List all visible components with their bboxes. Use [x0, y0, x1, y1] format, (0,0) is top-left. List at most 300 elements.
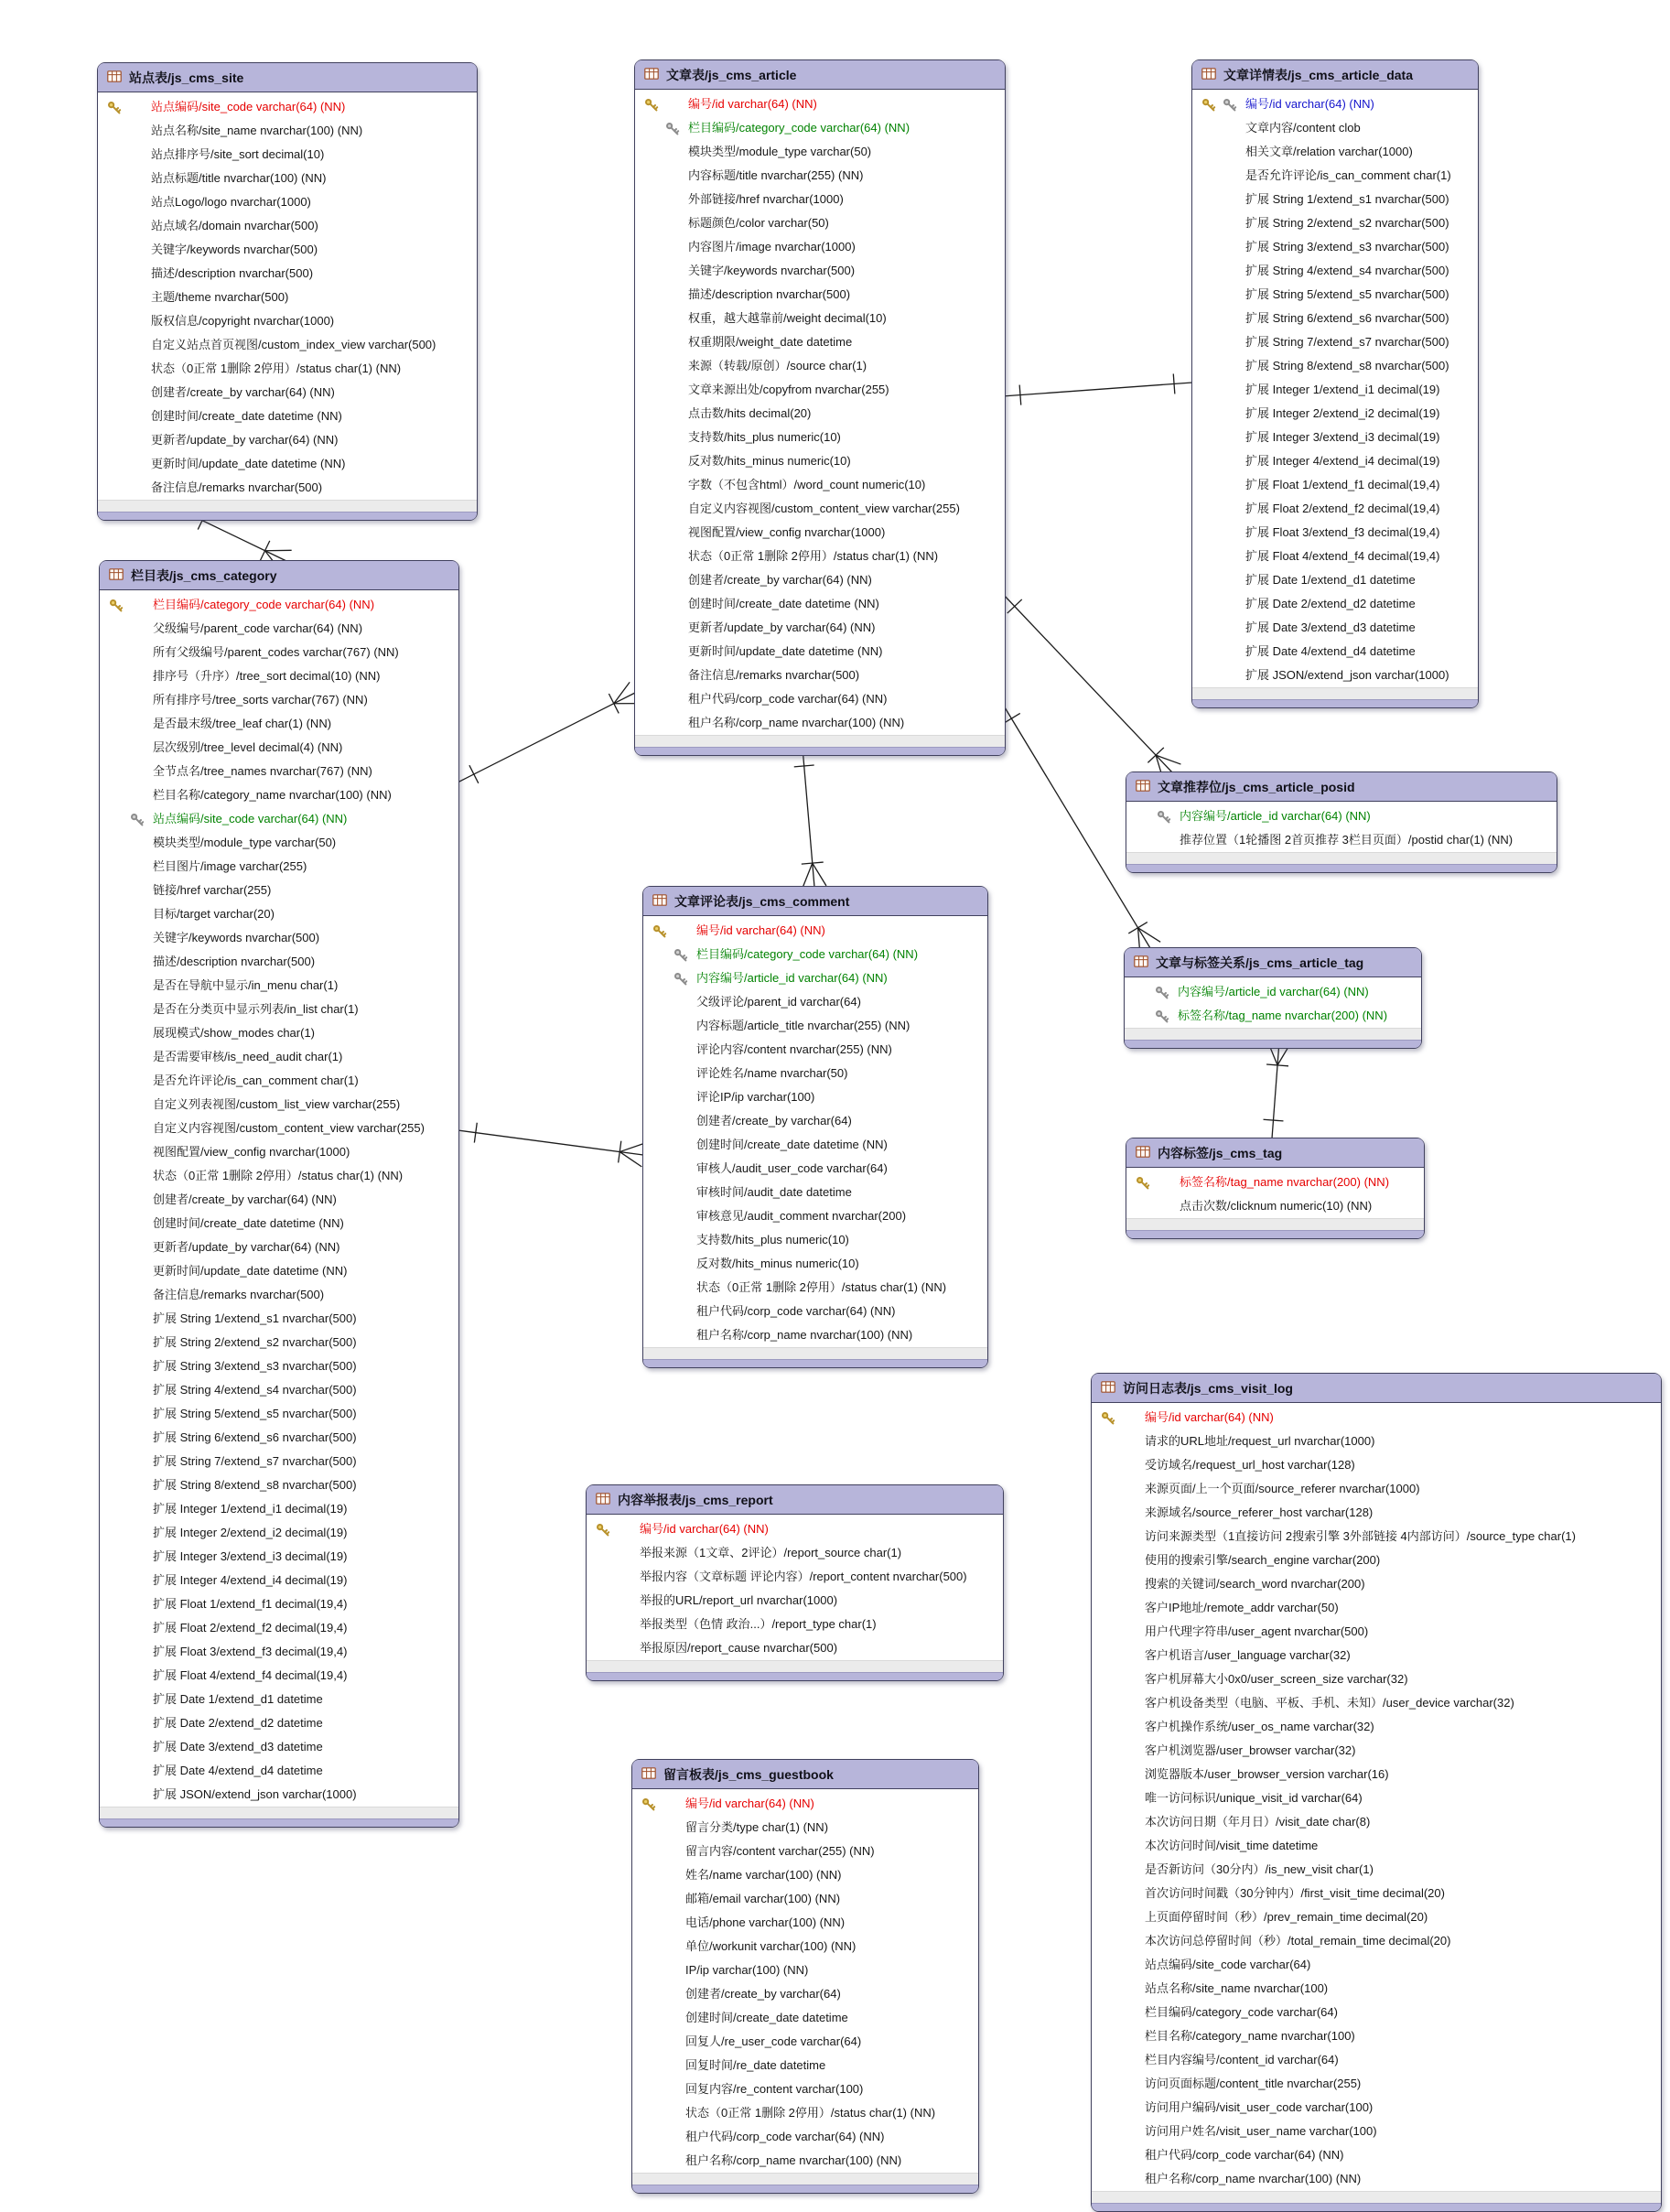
- field-row[interactable]: [98, 476, 477, 500]
- field-row[interactable]: [1126, 828, 1557, 852]
- field-row[interactable]: [635, 140, 1005, 164]
- table-header-js_cms_category[interactable]: [100, 561, 458, 590]
- field-row[interactable]: [643, 1133, 987, 1157]
- field-text: 支持数/hits_plus numeric(10): [696, 1233, 849, 1246]
- field-row[interactable]: [98, 238, 477, 262]
- field-row[interactable]: [1192, 259, 1478, 283]
- field-row[interactable]: [1192, 307, 1478, 330]
- field-text: 扩展 String 6/extend_s6 nvarchar(500): [1245, 311, 1449, 325]
- field-row[interactable]: [1092, 1572, 1661, 1596]
- field-text: 创建者/create_by varchar(64) (NN): [151, 385, 335, 399]
- field-row[interactable]: [1192, 164, 1478, 188]
- primary-key-icon: [641, 1797, 656, 1811]
- table-header-js_cms_guestbook[interactable]: [632, 1760, 978, 1789]
- field-row[interactable]: [100, 1283, 458, 1307]
- field-text: 栏目编码/category_code varchar(64) (NN): [696, 947, 918, 961]
- field-row[interactable]: [632, 1840, 978, 1863]
- field-row[interactable]: [632, 1982, 978, 2006]
- field-text: 扩展 Float 2/extend_f2 decimal(19,4): [1245, 502, 1439, 515]
- field-row[interactable]: [1092, 1667, 1661, 1691]
- foreign-key-icon: [1155, 985, 1169, 999]
- field-text: 内容图片/image nvarchar(1000): [688, 240, 856, 254]
- field-row[interactable]: [635, 687, 1005, 711]
- field-row[interactable]: [1192, 235, 1478, 259]
- field-row[interactable]: [1192, 592, 1478, 616]
- table-header-js_cms_visit_log[interactable]: [1092, 1374, 1661, 1403]
- field-row[interactable]: [98, 262, 477, 286]
- table-title: 留言板表/js_cms_guestbook: [663, 1765, 834, 1784]
- field-row[interactable]: [100, 1378, 458, 1402]
- field-text: 关键字/keywords nvarchar(500): [151, 243, 318, 256]
- field-text: 租户名称/corp_name nvarchar(100) (NN): [1145, 2172, 1361, 2185]
- field-row[interactable]: [1192, 545, 1478, 568]
- table-footer: [1092, 2191, 1661, 2203]
- field-row[interactable]: [632, 2077, 978, 2101]
- field-row[interactable]: [1092, 1620, 1661, 1644]
- field-row[interactable]: [635, 711, 1005, 735]
- primary-key-icon: [109, 598, 124, 612]
- field-row[interactable]: [635, 283, 1005, 307]
- field-row[interactable]: [643, 1038, 987, 1062]
- field-row[interactable]: [1192, 568, 1478, 592]
- field-text: 扩展 String 2/extend_s2 nvarchar(500): [1245, 216, 1449, 230]
- field-row[interactable]: [1092, 2048, 1661, 2072]
- field-row[interactable]: [643, 1085, 987, 1109]
- field-text: 模块类型/module_type varchar(50): [688, 145, 871, 158]
- field-row[interactable]: [1126, 1194, 1424, 1218]
- field-row[interactable]: [98, 428, 477, 452]
- field-row[interactable]: [587, 1636, 1003, 1660]
- field-row[interactable]: [635, 92, 1005, 116]
- field-row[interactable]: [1092, 1644, 1661, 1667]
- field-row[interactable]: [1092, 1953, 1661, 1977]
- field-text: 扩展 Float 1/extend_f1 decimal(19,4): [1245, 478, 1439, 491]
- field-row[interactable]: [98, 405, 477, 428]
- field-row[interactable]: [632, 2125, 978, 2149]
- field-row[interactable]: [98, 95, 477, 119]
- table-js_cms_article[interactable]: [634, 59, 1006, 756]
- field-text: 唯一访问标识/unique_visit_id varchar(64): [1145, 1791, 1363, 1805]
- field-row[interactable]: [100, 688, 458, 712]
- field-text: 层次级别/tree_level decimal(4) (NN): [153, 740, 342, 754]
- field-row[interactable]: [100, 974, 458, 998]
- field-row[interactable]: [100, 1688, 458, 1711]
- table-footer: [632, 2173, 978, 2185]
- field-row[interactable]: [1092, 1929, 1661, 1953]
- field-row[interactable]: [100, 1021, 458, 1045]
- field-row[interactable]: [100, 1045, 458, 1069]
- field-text: 备注信息/remarks nvarchar(500): [151, 480, 322, 494]
- field-row[interactable]: [635, 378, 1005, 402]
- field-row[interactable]: [1092, 2024, 1661, 2048]
- foreign-key-icon: [1155, 1009, 1169, 1023]
- table-js_cms_article_data[interactable]: [1191, 59, 1479, 708]
- field-row[interactable]: [643, 1228, 987, 1252]
- field-row[interactable]: [1092, 1430, 1661, 1453]
- primary-key-icon: [1136, 1175, 1150, 1190]
- field-row[interactable]: [635, 211, 1005, 235]
- relation-line-js_cms_category-js_cms_comment: [458, 1130, 643, 1155]
- field-row[interactable]: [1192, 354, 1478, 378]
- field-row[interactable]: [100, 760, 458, 783]
- field-row[interactable]: [100, 1521, 458, 1545]
- field-row[interactable]: [632, 2054, 978, 2077]
- field-row[interactable]: [1092, 1739, 1661, 1763]
- field-text: 扩展 Date 3/extend_d3 datetime: [1245, 620, 1416, 634]
- foreign-key-icon: [673, 947, 688, 962]
- table-header-js_cms_article_data[interactable]: [1192, 60, 1478, 90]
- field-text: 内容标题/title nvarchar(255) (NN): [688, 168, 863, 182]
- field-row[interactable]: [643, 990, 987, 1014]
- field-row[interactable]: [1192, 283, 1478, 307]
- field-row[interactable]: [632, 2149, 978, 2173]
- field-row[interactable]: [632, 1792, 978, 1816]
- field-row[interactable]: [643, 1323, 987, 1347]
- table-title: 站点表/js_cms_site: [129, 69, 243, 87]
- field-row[interactable]: [100, 593, 458, 617]
- field-list: [632, 1789, 978, 2173]
- table-js_cms_tag[interactable]: [1126, 1138, 1425, 1239]
- field-row[interactable]: [643, 966, 987, 990]
- field-row[interactable]: [100, 1759, 458, 1783]
- field-row[interactable]: [100, 1664, 458, 1688]
- cardinality-one-tick: [1173, 373, 1175, 394]
- field-row[interactable]: [635, 664, 1005, 687]
- field-row[interactable]: [635, 426, 1005, 449]
- field-row[interactable]: [643, 1204, 987, 1228]
- field-text: 本次访问日期（年月日）/visit_date char(8): [1145, 1815, 1370, 1829]
- field-row[interactable]: [1092, 1477, 1661, 1501]
- field-row[interactable]: [100, 1402, 458, 1426]
- field-row[interactable]: [587, 1565, 1003, 1589]
- field-list: [643, 916, 987, 1347]
- field-row[interactable]: [1192, 378, 1478, 402]
- field-row[interactable]: [635, 497, 1005, 521]
- field-row[interactable]: [635, 521, 1005, 545]
- field-row[interactable]: [100, 736, 458, 760]
- field-row[interactable]: [100, 1307, 458, 1331]
- table-header-js_cms_site[interactable]: [98, 63, 477, 92]
- field-row[interactable]: [1192, 188, 1478, 211]
- field-row[interactable]: [635, 568, 1005, 592]
- field-row[interactable]: [100, 617, 458, 641]
- field-row[interactable]: [1092, 1501, 1661, 1525]
- field-row[interactable]: [100, 1735, 458, 1759]
- table-header-js_cms_article_tag[interactable]: [1125, 948, 1421, 977]
- field-row[interactable]: [100, 1545, 458, 1569]
- field-row[interactable]: [635, 402, 1005, 426]
- field-row[interactable]: [643, 1062, 987, 1085]
- field-row[interactable]: [1092, 1763, 1661, 1786]
- field-row[interactable]: [100, 712, 458, 736]
- table-icon: [1136, 1146, 1150, 1160]
- field-row[interactable]: [643, 1157, 987, 1181]
- field-row[interactable]: [98, 190, 477, 214]
- field-row[interactable]: [98, 452, 477, 476]
- table-js_cms_guestbook[interactable]: [631, 1759, 979, 2194]
- foreign-key-icon: [673, 971, 688, 986]
- field-row[interactable]: [100, 1235, 458, 1259]
- field-row[interactable]: [100, 1117, 458, 1140]
- field-row[interactable]: [1092, 2120, 1661, 2143]
- field-row[interactable]: [1092, 1834, 1661, 1858]
- field-text: 是否在分类页中显示列表/in_list char(1): [153, 1002, 359, 1016]
- cardinality-one-tick: [1264, 1119, 1284, 1121]
- cardinality-one-tick: [1019, 385, 1021, 405]
- field-row[interactable]: [632, 1816, 978, 1840]
- field-row[interactable]: [1192, 640, 1478, 664]
- field-row[interactable]: [100, 1354, 458, 1378]
- field-row[interactable]: [100, 879, 458, 902]
- field-row[interactable]: [1192, 402, 1478, 426]
- field-row[interactable]: [100, 1140, 458, 1164]
- field-row[interactable]: [100, 664, 458, 688]
- field-row[interactable]: [635, 164, 1005, 188]
- field-text: 站点域名/domain nvarchar(500): [151, 219, 318, 232]
- field-row[interactable]: [635, 116, 1005, 140]
- field-row[interactable]: [587, 1613, 1003, 1636]
- table-bottom-bar: [587, 1672, 1003, 1680]
- field-row[interactable]: [1125, 1004, 1421, 1028]
- field-row[interactable]: [100, 855, 458, 879]
- field-row[interactable]: [632, 1911, 978, 1935]
- field-row[interactable]: [100, 1164, 458, 1188]
- field-text: 租户名称/corp_name nvarchar(100) (NN): [685, 2153, 901, 2167]
- table-js_cms_report[interactable]: [586, 1484, 1004, 1681]
- field-row[interactable]: [1125, 980, 1421, 1004]
- table-header-js_cms_report[interactable]: [587, 1485, 1003, 1515]
- field-row[interactable]: [587, 1517, 1003, 1541]
- field-row[interactable]: [1092, 2143, 1661, 2167]
- table-js_cms_article_posid[interactable]: [1126, 772, 1557, 873]
- field-text: 站点排序号/site_sort decimal(10): [151, 147, 324, 161]
- table-icon: [109, 568, 124, 583]
- field-row[interactable]: [100, 1711, 458, 1735]
- table-js_cms_site[interactable]: [97, 62, 478, 521]
- field-row[interactable]: [635, 640, 1005, 664]
- field-row[interactable]: [100, 1592, 458, 1616]
- field-row[interactable]: [100, 807, 458, 831]
- field-row[interactable]: [1192, 449, 1478, 473]
- field-row[interactable]: [1092, 1691, 1661, 1715]
- field-row[interactable]: [1192, 426, 1478, 449]
- field-row[interactable]: [100, 1450, 458, 1473]
- field-row[interactable]: [635, 235, 1005, 259]
- table-title: 内容标签/js_cms_tag: [1158, 1144, 1282, 1162]
- field-row[interactable]: [1126, 804, 1557, 828]
- field-row[interactable]: [1192, 140, 1478, 164]
- field-text: 客户机设备类型（电脑、平板、手机、未知）/user_device varchar(32): [1145, 1696, 1514, 1710]
- field-row[interactable]: [1092, 1715, 1661, 1739]
- field-row[interactable]: [632, 1863, 978, 1887]
- field-row[interactable]: [1092, 2072, 1661, 2096]
- field-row[interactable]: [635, 592, 1005, 616]
- field-text: 扩展 Float 4/extend_f4 decimal(19,4): [153, 1668, 347, 1682]
- field-row[interactable]: [98, 333, 477, 357]
- field-row[interactable]: [643, 1276, 987, 1300]
- table-icon: [1134, 955, 1148, 970]
- relation-line-js_cms_category-js_cms_article: [458, 693, 635, 782]
- field-row[interactable]: [1092, 1596, 1661, 1620]
- field-row[interactable]: [100, 1473, 458, 1497]
- field-row[interactable]: [635, 545, 1005, 568]
- field-row[interactable]: [100, 1569, 458, 1592]
- field-row[interactable]: [632, 2101, 978, 2125]
- field-row[interactable]: [643, 1252, 987, 1276]
- table-js_cms_article_tag[interactable]: [1124, 947, 1422, 1049]
- field-text: 客户IP地址/remote_addr varchar(50): [1145, 1601, 1339, 1614]
- field-row[interactable]: [1092, 1406, 1661, 1430]
- field-row[interactable]: [100, 1093, 458, 1117]
- field-text: 备注信息/remarks nvarchar(500): [153, 1288, 324, 1301]
- field-text: 目标/target varchar(20): [153, 907, 275, 921]
- field-row[interactable]: [1092, 1882, 1661, 1905]
- field-text: 权重期限/weight_date datetime: [688, 335, 852, 349]
- field-row[interactable]: [98, 167, 477, 190]
- field-row[interactable]: [1192, 211, 1478, 235]
- field-text: 站点编码/site_code varchar(64): [1145, 1958, 1310, 1971]
- field-row[interactable]: [98, 119, 477, 143]
- field-row[interactable]: [98, 309, 477, 333]
- field-row[interactable]: [98, 143, 477, 167]
- field-row[interactable]: [1192, 92, 1478, 116]
- field-text: 访问用户编码/visit_user_code varchar(100): [1145, 2100, 1373, 2114]
- field-text: 栏目内容编号/content_id varchar(64): [1145, 2053, 1339, 2066]
- field-row[interactable]: [1092, 1453, 1661, 1477]
- field-row[interactable]: [632, 1887, 978, 1911]
- field-text: 举报来源（1文章、2评论）/report_source char(1): [640, 1546, 901, 1559]
- field-text: 客户机浏览器/user_browser varchar(32): [1145, 1743, 1355, 1757]
- field-row[interactable]: [1192, 521, 1478, 545]
- field-row[interactable]: [98, 381, 477, 405]
- table-js_cms_comment[interactable]: [642, 886, 988, 1368]
- field-text: 更新者/update_by varchar(64) (NN): [153, 1240, 339, 1254]
- field-row[interactable]: [587, 1541, 1003, 1565]
- field-row[interactable]: [1092, 1786, 1661, 1810]
- field-row[interactable]: [100, 1783, 458, 1807]
- table-icon: [1136, 780, 1150, 794]
- field-row[interactable]: [100, 783, 458, 807]
- field-list: [1126, 802, 1557, 852]
- table-js_cms_visit_log[interactable]: [1091, 1373, 1662, 2212]
- field-text: 姓名/name varchar(100) (NN): [685, 1868, 842, 1882]
- field-row[interactable]: [632, 1958, 978, 1982]
- table-header-js_cms_comment[interactable]: [643, 887, 987, 916]
- field-text: 编号/id varchar(64) (NN): [688, 97, 817, 111]
- field-row[interactable]: [1092, 2096, 1661, 2120]
- field-row[interactable]: [635, 354, 1005, 378]
- field-text: 扩展 String 1/extend_s1 nvarchar(500): [1245, 192, 1449, 206]
- field-row[interactable]: [1192, 616, 1478, 640]
- field-row[interactable]: [1092, 1977, 1661, 2001]
- field-row[interactable]: [632, 2006, 978, 2030]
- field-row[interactable]: [1192, 330, 1478, 354]
- field-row[interactable]: [1192, 497, 1478, 521]
- table-header-js_cms_tag[interactable]: [1126, 1138, 1424, 1168]
- field-row[interactable]: [643, 943, 987, 966]
- field-list: [1126, 1168, 1424, 1218]
- field-row[interactable]: [643, 1300, 987, 1323]
- field-row[interactable]: [1092, 2001, 1661, 2024]
- field-row[interactable]: [1192, 473, 1478, 497]
- field-row[interactable]: [100, 902, 458, 926]
- field-row[interactable]: [100, 1497, 458, 1521]
- table-icon: [1201, 68, 1216, 82]
- table-header-js_cms_article[interactable]: [635, 60, 1005, 90]
- field-text: 扩展 String 5/extend_s5 nvarchar(500): [1245, 287, 1449, 301]
- field-row[interactable]: [635, 449, 1005, 473]
- field-row[interactable]: [1092, 1548, 1661, 1572]
- field-row[interactable]: [643, 1014, 987, 1038]
- field-row[interactable]: [100, 1069, 458, 1093]
- field-row[interactable]: [635, 259, 1005, 283]
- field-row[interactable]: [100, 641, 458, 664]
- field-row[interactable]: [635, 188, 1005, 211]
- field-text: 扩展 Float 2/extend_f2 decimal(19,4): [153, 1621, 347, 1635]
- field-row[interactable]: [100, 1212, 458, 1235]
- field-row[interactable]: [587, 1589, 1003, 1613]
- field-row[interactable]: [635, 473, 1005, 497]
- field-row[interactable]: [643, 919, 987, 943]
- table-icon: [641, 1767, 656, 1782]
- field-row[interactable]: [98, 357, 477, 381]
- field-text: 点击次数/clicknum numeric(10) (NN): [1180, 1199, 1372, 1213]
- field-row[interactable]: [100, 1616, 458, 1640]
- field-row[interactable]: [635, 307, 1005, 330]
- field-row[interactable]: [643, 1109, 987, 1133]
- field-text: 使用的搜索引擎/search_engine varchar(200): [1145, 1553, 1380, 1567]
- field-row[interactable]: [632, 2030, 978, 2054]
- field-row[interactable]: [98, 286, 477, 309]
- field-row[interactable]: [100, 1259, 458, 1283]
- field-row[interactable]: [100, 1640, 458, 1664]
- field-row[interactable]: [100, 926, 458, 950]
- field-text: 租户代码/corp_code varchar(64) (NN): [1145, 2148, 1343, 2162]
- field-row[interactable]: [100, 1426, 458, 1450]
- field-text: 扩展 Date 2/extend_d2 datetime: [153, 1716, 323, 1730]
- field-row[interactable]: [1192, 116, 1478, 140]
- table-bottom-bar: [632, 2185, 978, 2193]
- field-text: 状态（0正常 1删除 2停用）/status char(1) (NN): [153, 1169, 403, 1182]
- field-row[interactable]: [632, 1935, 978, 1958]
- field-row[interactable]: [100, 1331, 458, 1354]
- primary-key-icon: [107, 100, 122, 114]
- field-row[interactable]: [98, 214, 477, 238]
- field-row[interactable]: [1092, 1858, 1661, 1882]
- field-text: 模块类型/module_type varchar(50): [153, 836, 336, 849]
- field-row[interactable]: [1092, 2167, 1661, 2191]
- field-row[interactable]: [1092, 1905, 1661, 1929]
- field-row[interactable]: [1092, 1525, 1661, 1548]
- field-row[interactable]: [100, 998, 458, 1021]
- field-row[interactable]: [635, 330, 1005, 354]
- table-js_cms_category[interactable]: [99, 560, 459, 1828]
- table-header-js_cms_article_posid[interactable]: [1126, 772, 1557, 802]
- field-text: 扩展 String 4/extend_s4 nvarchar(500): [153, 1383, 357, 1397]
- field-row[interactable]: [100, 831, 458, 855]
- field-text: 评论内容/content nvarchar(255) (NN): [696, 1042, 892, 1056]
- field-row[interactable]: [1192, 664, 1478, 687]
- field-row[interactable]: [1092, 1810, 1661, 1834]
- field-row[interactable]: [643, 1181, 987, 1204]
- field-row[interactable]: [635, 616, 1005, 640]
- field-text: 留言内容/content varchar(255) (NN): [685, 1844, 875, 1858]
- field-text: 自定义站点首页视图/custom_index_view varchar(500): [151, 338, 436, 351]
- field-text: 邮箱/email varchar(100) (NN): [685, 1892, 840, 1905]
- field-row[interactable]: [100, 950, 458, 974]
- field-row[interactable]: [1126, 1171, 1424, 1194]
- field-row[interactable]: [100, 1188, 458, 1212]
